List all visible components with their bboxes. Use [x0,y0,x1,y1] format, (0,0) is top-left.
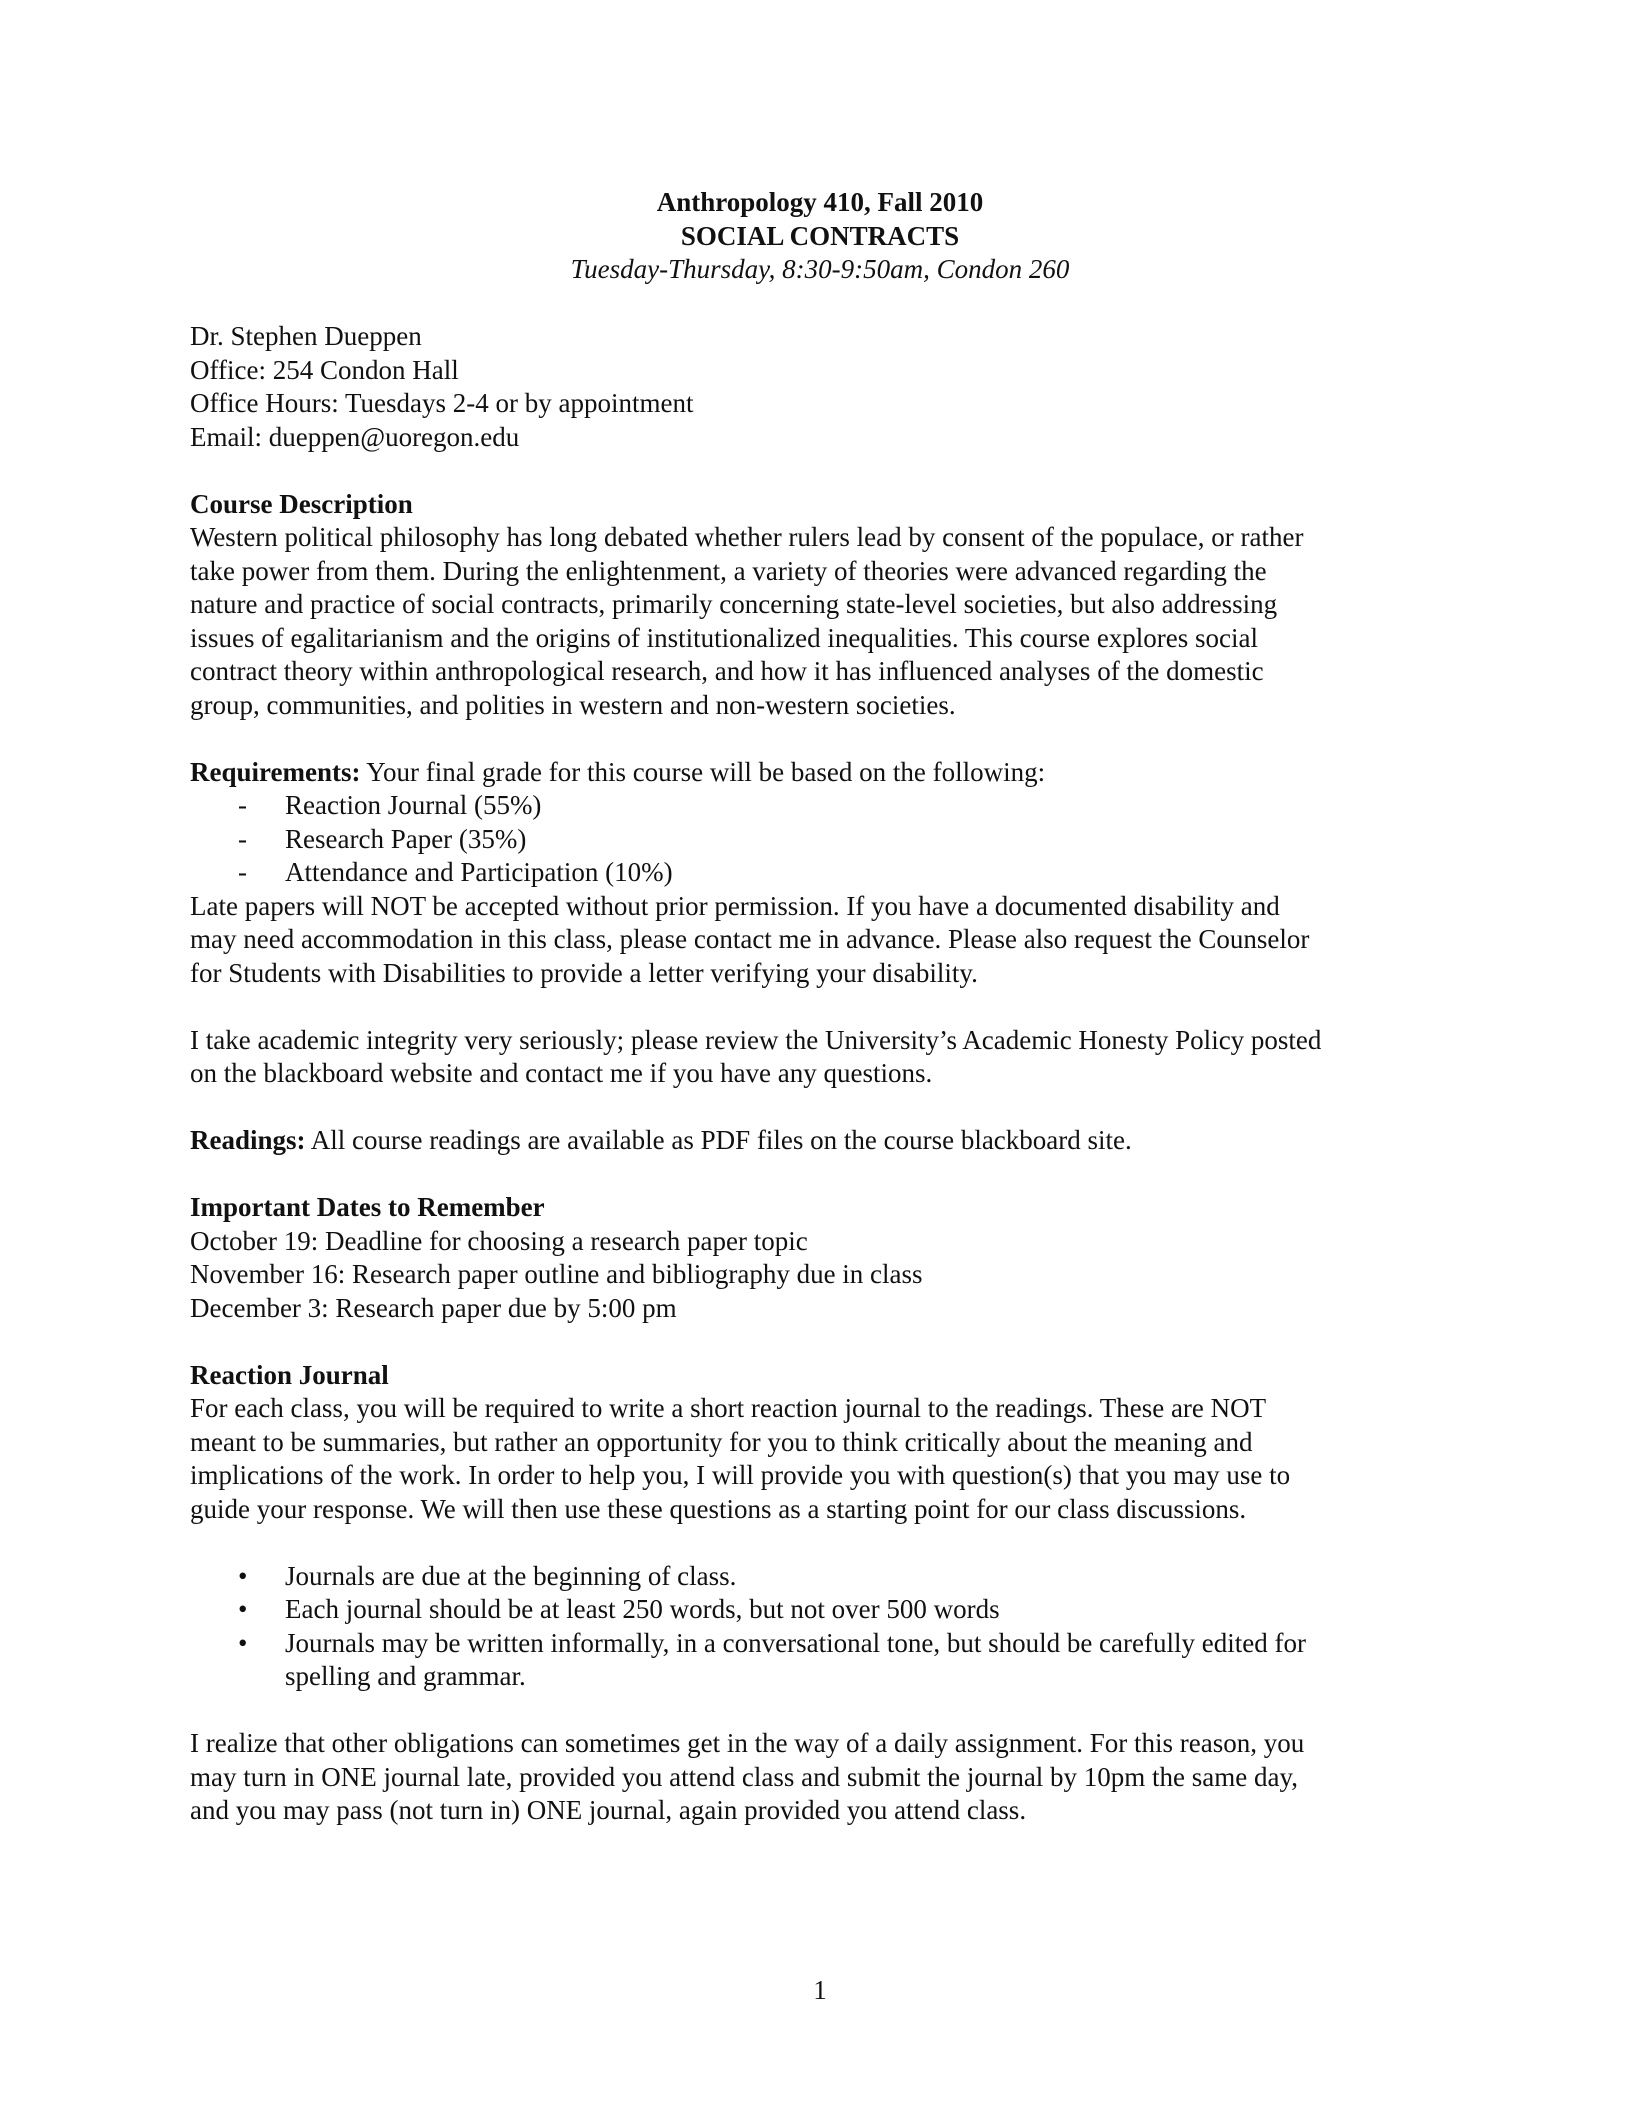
late-policy-line: Late papers will NOT be accepted without prior permission. If you have a documented disability and [190,890,1280,921]
instructor-office-hours: Office Hours: Tuesdays 2-4 or by appointment [190,388,694,418]
journal-rule-continuation: spelling and grammar. [285,1661,526,1691]
reaction-journal-heading: Reaction Journal [190,1359,389,1390]
course-description-line: group, communities, and polities in western and non-western societies. [190,689,956,720]
course-description-line: nature and practice of social contracts, primarily concerning state-level societies, but also addressing [190,589,1278,619]
course-description-line: issues of egalitarianism and the origins of institutionalized inequalities. This course explores social [190,622,1259,653]
journal-rule: Journals may be written informally, in a conversational tone, but should be carefully edited for [285,1627,1306,1658]
reaction-journal-section [190,1359,1450,1527]
reaction-journal-line: meant to be summaries, but rather an opportunity for you to think critically about the meaning and [190,1426,1253,1457]
page-number: 1 [813,1975,827,2005]
requirement-item: Attendance and Participation (10%) [285,857,673,887]
requirements-label: Requirements: [190,756,361,787]
instructor-office: Office: 254 Condon Hall [190,354,459,385]
journal-rule: Each journal should be at least 250 words, but not over 500 words [285,1594,1000,1624]
dash-marker: - [238,857,247,887]
bullet-marker: • [238,1627,248,1658]
important-dates-section [190,1191,1450,1325]
course-description-heading: Course Description [190,488,413,519]
journal-rules-list [190,1560,1450,1694]
list-item [190,856,1450,890]
readings-section [190,1124,1450,1158]
course-subtitle: SOCIAL CONTRACTS [680,220,960,251]
late-policy-line: may need accommodation in this class, please contact me in advance. Please also request the Counselor [190,924,1310,954]
bullet-marker: • [238,1594,248,1624]
list-item [190,1560,1450,1594]
instructor-email: Email: dueppen@uoregon.edu [190,421,520,452]
syllabus-page [190,186,1450,1828]
readings-text: All course readings are available as PDF files on the course blackboard site. [305,1125,1132,1155]
requirements-intro [190,756,1450,790]
reaction-journal-line: For each class, you will be required to write a short reaction journal to the readings. These are NOT [190,1393,1267,1423]
dash-marker: - [238,790,247,820]
dash-marker: - [238,823,247,854]
readings-label: Readings: [190,1125,306,1155]
course-title: Anthropology 410, Fall 2010 [656,187,984,217]
course-schedule: Tuesday-Thursday, 8:30-9:50am, Condon 260 [570,254,1070,284]
instructor-info [190,320,1450,454]
date-item: November 16: Research paper outline and bibliography due in class [190,1259,923,1289]
list-item [190,1627,1450,1694]
bullet-marker: • [238,1560,248,1591]
requirement-item: Reaction Journal (55%) [285,790,542,820]
academic-integrity-section [190,1024,1450,1091]
reaction-journal-line: guide your response. We will then use these questions as a starting point for our class discussions. [190,1493,1247,1524]
course-description-line: take power from them. During the enlightenment, a variety of theories were advanced regarding the [190,555,1267,586]
late-policy-line: for Students with Disabilities to provide a letter verifying your disability. [190,957,978,988]
date-item: December 3: Research paper due by 5:00 pm [190,1292,677,1323]
course-description-section [190,488,1450,723]
list-item [190,789,1450,823]
integrity-line: I take academic integrity very seriously; please review the University’s Academic Honesty Policy posted [190,1024,1322,1055]
requirements-intro-text: Your final grade for this course will be based on the following: [360,756,1046,787]
late-journal-policy [190,1727,1450,1828]
closing-line: and you may pass (not turn in) ONE journal, again provided you attend class. [190,1795,1027,1825]
important-dates-heading: Important Dates to Remember [190,1192,545,1222]
requirements-list [190,789,1450,890]
instructor-name: Dr. Stephen Dueppen [190,321,422,351]
integrity-line: on the blackboard website and contact me if you have any questions. [190,1058,933,1088]
course-description-line: Western political philosophy has long debated whether rulers lead by consent of the populace, or rather [190,522,1304,552]
date-item: October 19: Deadline for choosing a research paper topic [190,1225,808,1256]
course-description-line: contract theory within anthropological research, and how it has influenced analyses of the domestic [190,656,1264,686]
syllabus-header [0,186,1640,287]
requirements-section [190,756,1450,991]
readings-line [190,1124,1450,1158]
reaction-journal-line: implications of the work. In order to help you, I will provide you with question(s) that you may use to [190,1460,1291,1490]
list-item [190,823,1450,857]
closing-line: I realize that other obligations can sometimes get in the way of a daily assignment. For this reason, you [190,1728,1305,1758]
requirement-item: Research Paper (35%) [285,823,527,854]
closing-line: may turn in ONE journal late, provided you attend class and submit the journal by 10pm the same day, [190,1761,1299,1792]
list-item [190,1593,1450,1627]
journal-rule: Journals are due at the beginning of class. [285,1560,737,1591]
